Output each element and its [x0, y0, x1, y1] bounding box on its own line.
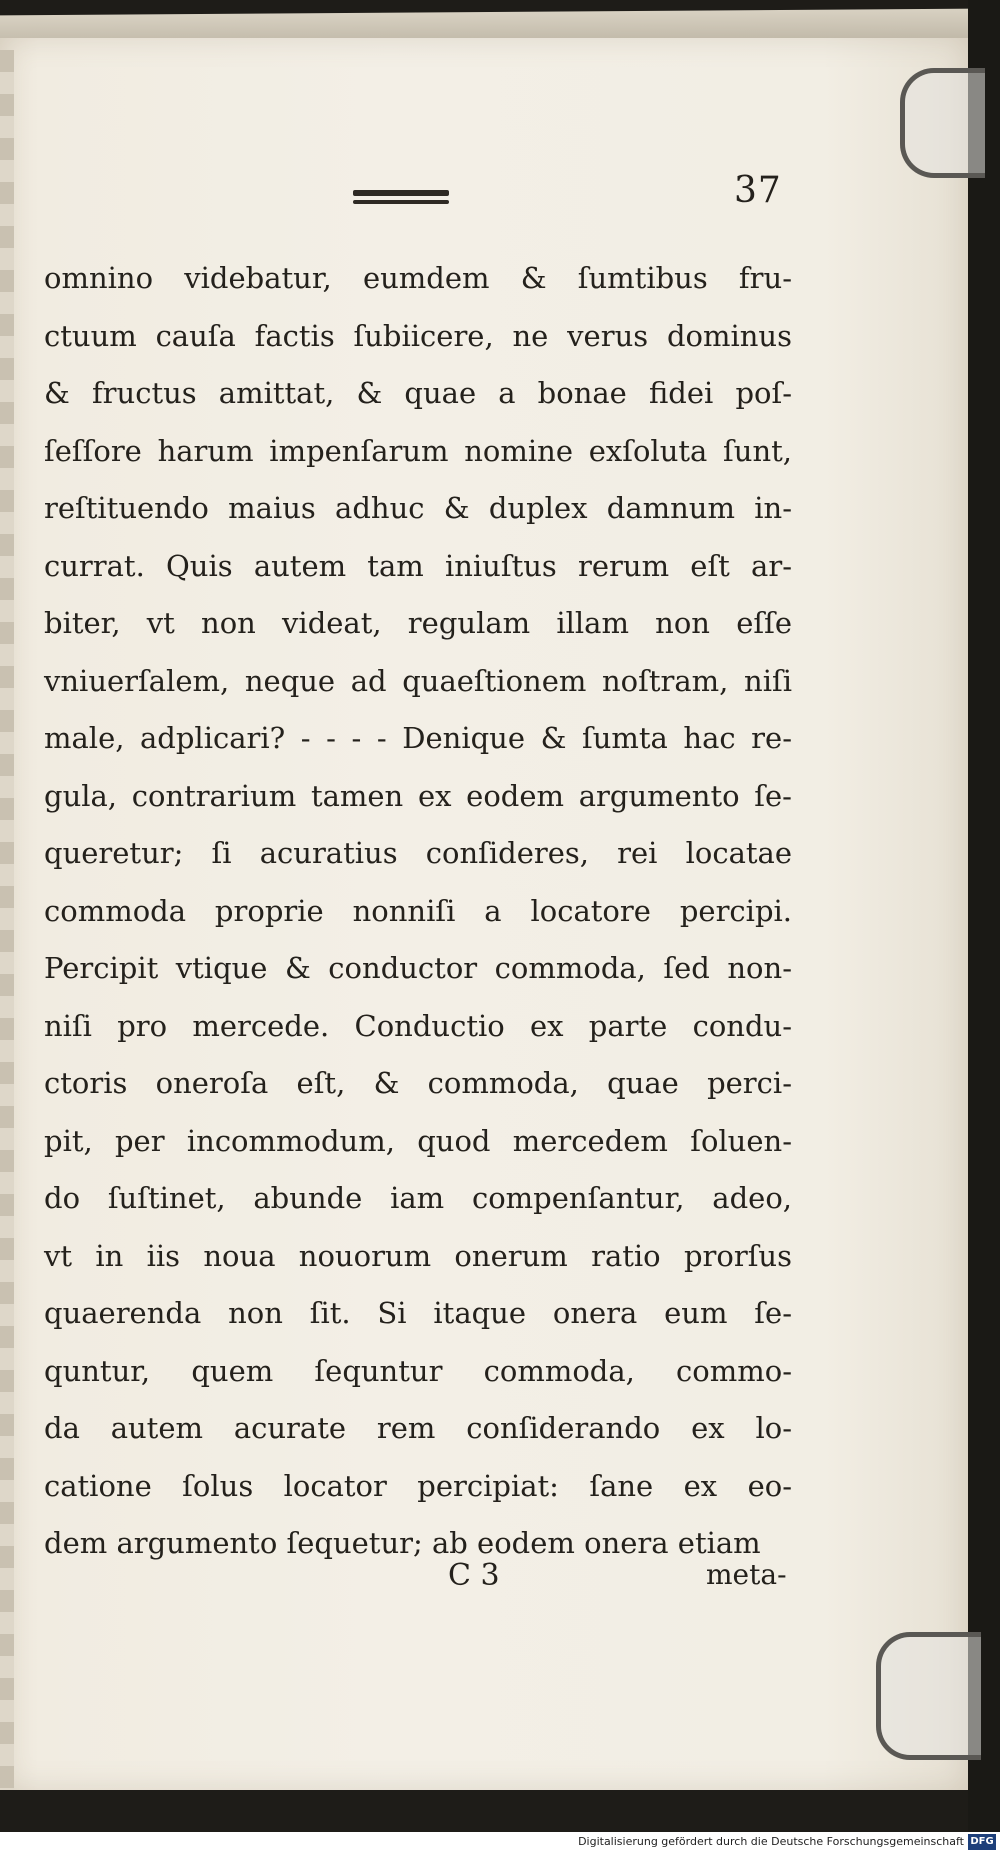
text-line: do ſuſtinet, abunde iam compenſantur, adeo, — [44, 1181, 792, 1215]
dfg-logo: DFG — [968, 1834, 996, 1850]
text-line: Percipit vtique & conductor commoda, ſed non- — [44, 951, 792, 985]
header-ornament-rule — [353, 190, 449, 208]
text-line: niſi pro mercede. Conductio ex parte condu- — [44, 1008, 792, 1043]
body-text — [44, 250, 792, 1573]
page-number: 37 — [734, 170, 782, 211]
text-line: ſeſſore harum impenſarum nomine exſoluta ſunt, — [44, 433, 792, 468]
text-line: ctuum cauſa factis ſubiicere, ne verus dominus — [44, 318, 792, 353]
text-line: quntur, quem ſequntur commoda, commo- — [44, 1353, 792, 1388]
page-clip-top-icon — [900, 68, 985, 178]
text-line: queretur; ſi acuratius conſideres, rei locatae — [44, 836, 792, 870]
text-line: vniuerſalem, neque ad quaeſtionem noſtram, niſi — [44, 663, 792, 698]
text-line: quaerenda non ſit. Si itaque onera eum ſe- — [44, 1296, 792, 1330]
catchword: meta- — [706, 1558, 787, 1591]
text-line: vt in iis noua nouorum onerum ratio prorſus — [44, 1238, 792, 1273]
book-gutter — [968, 0, 1000, 1853]
text-line: biter, vt non videat, regulam illam non eſſe — [44, 606, 792, 640]
text-line: catione ſolus locator percipiat: ſane ex eo- — [44, 1468, 792, 1503]
text-line: & fructus amittat, & quae a bonae fidei poſ- — [44, 376, 792, 410]
funding-notice: Digitalisierung gefördert durch die Deutsche Forschungsgemeinschaft — [578, 1835, 964, 1848]
digitization-footer — [0, 1832, 1000, 1853]
text-line: dem argumento ſequetur; ab eodem onera etiam — [44, 1526, 761, 1560]
text-line: reſtituendo maius adhuc & duplex damnum in- — [44, 491, 792, 525]
text-line: commoda proprie nonniſi a locatore percipi. — [44, 893, 792, 928]
text-line: ctoris oneroſa eſt, & commoda, quae perci- — [44, 1066, 792, 1100]
text-line: male, adplicari? - - - - Denique & ſumta hac re- — [44, 721, 792, 755]
text-line: da autem acurate rem conſiderando ex lo- — [44, 1411, 792, 1445]
page-clip-bottom-icon — [876, 1632, 981, 1760]
signature-mark: C 3 — [448, 1558, 500, 1593]
text-line: gula, contrarium tamen ex eodem argumento ſe- — [44, 778, 792, 813]
text-line: omnino videbatur, eumdem & ſumtibus fru- — [44, 261, 792, 295]
previous-page-edge — [0, 50, 14, 1790]
text-line: pit, per incommodum, quod mercedem ſoluen- — [44, 1123, 792, 1158]
text-line: currat. Quis autem tam iniuſtus rerum eſt ar- — [44, 548, 792, 583]
